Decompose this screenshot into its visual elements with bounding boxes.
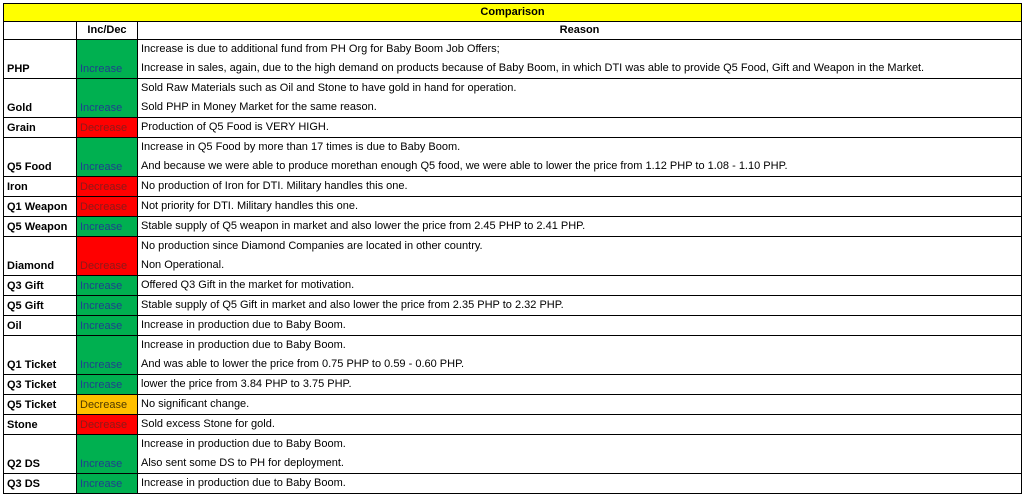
inc-dec-cell[interactable]: Increase <box>77 276 138 296</box>
header-inc-dec[interactable]: Inc/Dec <box>77 22 138 40</box>
title-row <box>4 4 1022 22</box>
reason-line: Sold PHP in Money Market for the same reason. <box>141 101 377 113</box>
reason-cell[interactable] <box>138 217 1022 237</box>
item-name-cell[interactable]: Grain <box>4 118 77 138</box>
reason-cell[interactable] <box>138 118 1022 138</box>
inc-dec-cell[interactable]: Increase <box>77 217 138 237</box>
table-row <box>4 237 1022 276</box>
reason-line: Sold Raw Materials such as Oil and Stone to have gold in hand for operation. <box>141 82 517 94</box>
header-reason[interactable]: Reason <box>138 22 1022 40</box>
table-row <box>4 336 1022 375</box>
comparison-table <box>3 3 1022 494</box>
table-row <box>4 395 1022 415</box>
reason-cell[interactable] <box>138 276 1022 296</box>
item-name-cell[interactable]: Q5 Ticket <box>4 395 77 415</box>
reason-line: Increase in sales, again, due to the high demand on products because of Baby Boom, in which DTI was able to provide Q5 Food, Gift and Weapon in the Market. <box>141 62 925 74</box>
reason-line: Non Operational. <box>141 259 225 271</box>
item-name-cell[interactable]: Oil <box>4 316 77 336</box>
reason-line: Increase in Q5 Food by more than 17 times is due to Baby Boom. <box>141 141 461 153</box>
reason-line: Not priority for DTI. Military handles this one. <box>141 200 359 212</box>
item-name-cell[interactable]: Q5 Gift <box>4 296 77 316</box>
item-name-cell[interactable]: Q2 DS <box>4 435 77 474</box>
item-name-cell[interactable]: Q3 Ticket <box>4 375 77 395</box>
item-name-cell[interactable]: Q5 Food <box>4 138 77 177</box>
inc-dec-cell[interactable]: Increase <box>77 474 138 494</box>
reason-cell[interactable] <box>138 177 1022 197</box>
reason-line: Increase is due to additional fund from PH Org for Baby Boom Job Offers; <box>141 43 500 55</box>
inc-dec-cell[interactable]: Increase <box>77 138 138 177</box>
table-row <box>4 435 1022 474</box>
reason-line: Increase in production due to Baby Boom. <box>141 477 346 489</box>
reason-cell[interactable] <box>138 79 1022 118</box>
table-row <box>4 296 1022 316</box>
inc-dec-cell[interactable]: Increase <box>77 336 138 375</box>
reason-line: Increase in production due to Baby Boom. <box>141 339 346 351</box>
inc-dec-cell[interactable]: Increase <box>77 296 138 316</box>
reason-line: And because we were able to produce morethan enough Q5 food, we were able to lower the price from 1.12 PHP to 1.08 - 1.10 PHP. <box>141 160 788 172</box>
reason-cell[interactable] <box>138 296 1022 316</box>
inc-dec-cell[interactable]: Increase <box>77 375 138 395</box>
table-row <box>4 118 1022 138</box>
reason-cell[interactable] <box>138 40 1022 79</box>
reason-cell[interactable] <box>138 316 1022 336</box>
item-name-cell[interactable]: Q1 Ticket <box>4 336 77 375</box>
inc-dec-cell[interactable]: Increase <box>77 40 138 79</box>
reason-line: No significant change. <box>141 398 250 410</box>
reason-cell[interactable] <box>138 474 1022 494</box>
inc-dec-cell[interactable]: Increase <box>77 316 138 336</box>
inc-dec-cell[interactable]: Decrease <box>77 237 138 276</box>
table-row <box>4 415 1022 435</box>
reason-cell[interactable] <box>138 435 1022 474</box>
inc-dec-cell[interactable]: Increase <box>77 435 138 474</box>
table-row <box>4 197 1022 217</box>
reason-line: Stable supply of Q5 weapon in market and also lower the price from 2.45 PHP to 2.41 PHP. <box>141 220 586 232</box>
inc-dec-cell[interactable]: Decrease <box>77 177 138 197</box>
header-item-cell[interactable] <box>4 22 77 40</box>
reason-line: Also sent some DS to PH for deployment. <box>141 457 344 469</box>
reason-line: Production of Q5 Food is VERY HIGH. <box>141 121 329 133</box>
table-row <box>4 177 1022 197</box>
table-row <box>4 79 1022 118</box>
item-name-cell[interactable]: Q3 DS <box>4 474 77 494</box>
table-row <box>4 138 1022 177</box>
reason-cell[interactable] <box>138 415 1022 435</box>
sheet-title[interactable]: Comparison <box>4 4 1022 22</box>
inc-dec-cell[interactable]: Decrease <box>77 415 138 435</box>
item-name-cell[interactable]: Gold <box>4 79 77 118</box>
table-row <box>4 217 1022 237</box>
reason-line: Offered Q3 Gift in the market for motivation. <box>141 279 355 291</box>
table-row <box>4 375 1022 395</box>
item-name-cell[interactable]: Stone <box>4 415 77 435</box>
item-name-cell[interactable]: Diamond <box>4 237 77 276</box>
reason-cell[interactable] <box>138 138 1022 177</box>
table-row <box>4 40 1022 79</box>
header-row <box>4 22 1022 40</box>
reason-cell[interactable] <box>138 375 1022 395</box>
inc-dec-cell[interactable]: Decrease <box>77 197 138 217</box>
inc-dec-cell[interactable]: Decrease <box>77 395 138 415</box>
reason-line: No production of Iron for DTI. Military handles this one. <box>141 180 408 192</box>
reason-line: Increase in production due to Baby Boom. <box>141 319 346 331</box>
reason-cell[interactable] <box>138 395 1022 415</box>
item-name-cell[interactable]: Q3 Gift <box>4 276 77 296</box>
reason-line: Increase in production due to Baby Boom. <box>141 438 346 450</box>
reason-line: lower the price from 3.84 PHP to 3.75 PHP. <box>141 378 352 390</box>
reason-line: Sold excess Stone for gold. <box>141 418 275 430</box>
inc-dec-cell[interactable]: Increase <box>77 79 138 118</box>
table-row <box>4 276 1022 296</box>
table-row <box>4 474 1022 494</box>
item-name-cell[interactable]: Q1 Weapon <box>4 197 77 217</box>
item-name-cell[interactable]: Q5 Weapon <box>4 217 77 237</box>
inc-dec-cell[interactable]: Decrease <box>77 118 138 138</box>
reason-line: No production since Diamond Companies are located in other country. <box>141 240 483 252</box>
reason-cell[interactable] <box>138 197 1022 217</box>
table-row <box>4 316 1022 336</box>
reason-line: Stable supply of Q5 Gift in market and also lower the price from 2.35 PHP to 2.32 PHP. <box>141 299 564 311</box>
reason-cell[interactable] <box>138 237 1022 276</box>
reason-cell[interactable] <box>138 336 1022 375</box>
reason-line: And was able to lower the price from 0.75 PHP to 0.59 - 0.60 PHP. <box>141 358 465 370</box>
item-name-cell[interactable]: Iron <box>4 177 77 197</box>
item-name-cell[interactable]: PHP <box>4 40 77 79</box>
